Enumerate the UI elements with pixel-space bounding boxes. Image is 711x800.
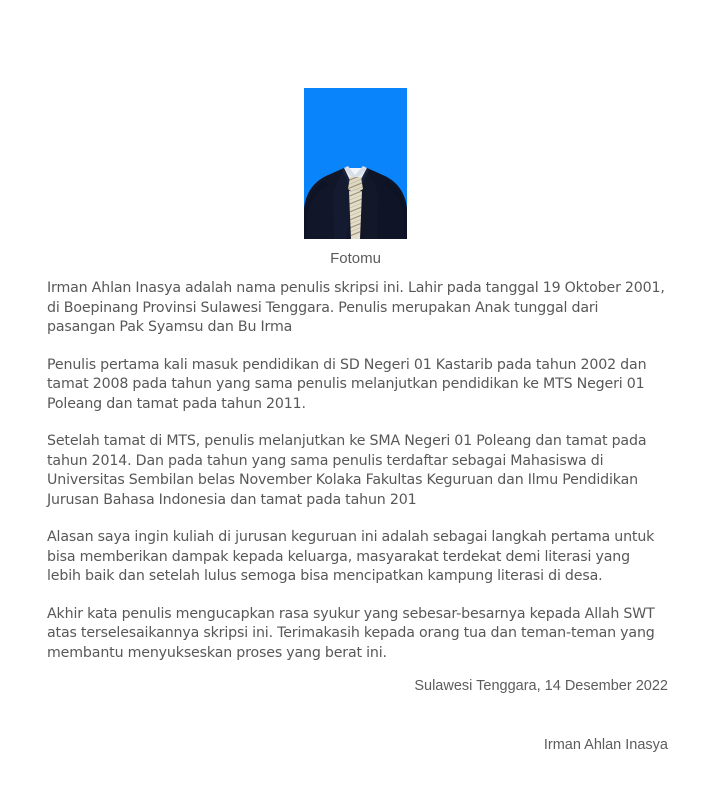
paragraph-4: Alasan saya ingin kuliah di jurusan keguruan ini adalah sebagai langkah pertama untuk bisa memberikan dampak kepada keluarga, masyarakat terdekat demi literasi yang lebih baik dan setelah lulus semoga bisa mencipatkan kampung literasi di desa. <box>47 529 655 584</box>
photo-caption: Fotomu <box>330 250 381 267</box>
profile-photo <box>304 88 407 239</box>
biography-body <box>47 279 667 663</box>
signature-name: Irman Ahlan Inasya <box>543 737 668 753</box>
paragraph-2: Penulis pertama kali masuk pendidikan di SD Negeri 01 Kastarib pada tahun 2002 dan tamat 2008 pada tahun yang sama penulis melanjutkan pendidikan ke MTS Negeri 01 Poleang dan tamat pada tahun 2011. <box>47 356 647 412</box>
photo-block <box>0 88 711 269</box>
place-and-date: Sulawesi Tenggara, 14 Desember 2022 <box>414 678 668 694</box>
suit-portrait-placeholder-icon <box>304 88 407 239</box>
closing-block <box>47 676 668 755</box>
paragraph-3: Setelah tamat di MTS, penulis melanjutkan ke SMA Negeri 01 Poleang dan tamat pada tahun 2014. Dan pada tahun yang sama penulis terdaftar sebagai Mahasiswa di Universitas Sembilan belas November Kolaka Fakultas Keguruan dan Ilmu Pendidikan Jurusan Bahasa Indonesia dan tamat pada tahun 201 <box>47 433 647 508</box>
paragraph-5: Akhir kata penulis mengucapkan rasa syukur yang sebesar-besarnya kepada Allah SWT atas terselesaikannya skripsi ini. Terimakasih kepada orang tua dan teman-teman yang membantu menyukseskan proses yang berat ini. <box>47 605 655 661</box>
paragraph-1: Irman Ahlan Inasya adalah nama penulis skripsi ini. Lahir pada tanggal 19 Oktober 2001, di Boepinang Provinsi Sulawesi Tenggara. Penulis merupakan Anak tunggal dari pasangan Pak Syamsu dan Bu Irma <box>47 280 665 335</box>
